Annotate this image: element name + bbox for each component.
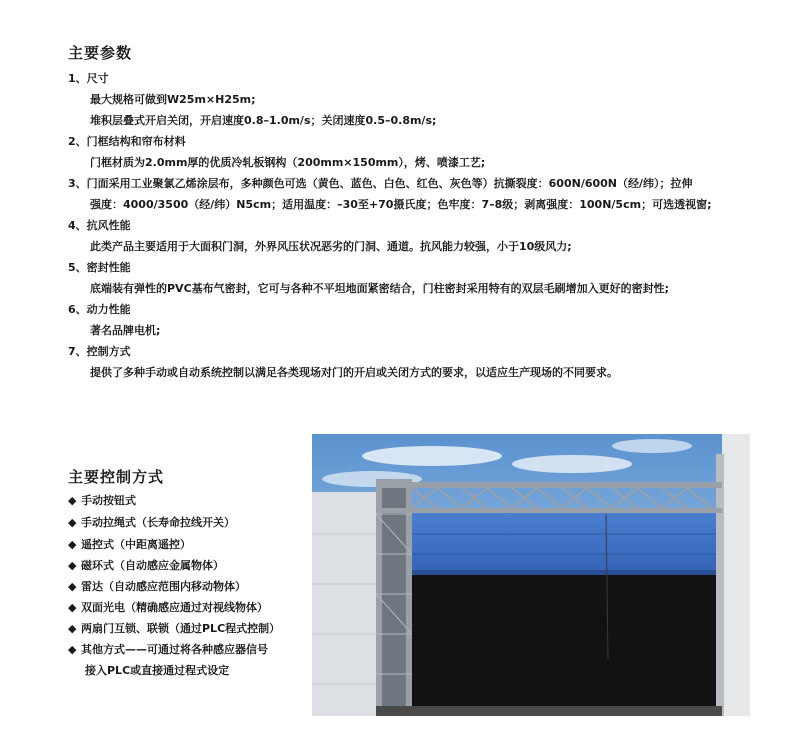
- section-heading-control: 7、控制方式: [68, 345, 131, 358]
- section-heading-wind: 4、抗风性能: [68, 219, 131, 232]
- hangar-door-photo: [312, 434, 750, 716]
- control-method-item: ◆ 磁环式（自动感应金属物体）: [68, 559, 224, 572]
- control-method-item: ◆ 两扇门互锁、联锁（通过PLC程式控制）: [68, 622, 281, 635]
- diamond-bullet-icon: ◆: [68, 643, 77, 656]
- size-line-1: 最大规格可做到W25m×H25m;: [90, 93, 256, 106]
- section-heading-frame: 2、门框结构和帘布材料: [68, 135, 186, 148]
- size-line-2: 堆积层叠式开启关闭，开启速度0.8–1.0m/s；关闭速度0.5–0.8m/s;: [90, 114, 437, 127]
- section-heading-size: 1、尺寸: [68, 72, 109, 85]
- section-heading-curtain: 3、门面采用工业聚氯乙烯涂层布，多种颜色可选（黄色、蓝色、白色、红色、灰色等）抗撕裂度：600N/600N（经/纬）；拉伸: [68, 177, 693, 190]
- diamond-bullet-icon: ◆: [68, 538, 77, 551]
- diamond-bullet-icon: ◆: [68, 580, 77, 593]
- diamond-bullet-icon: ◆: [68, 516, 77, 529]
- section-heading-seal: 5、密封性能: [68, 261, 131, 274]
- wind-line-1: 此类产品主要适用于大面积门洞，外界风压状况恶劣的门洞、通道。抗风能力较强，小于10级风力;: [90, 240, 572, 253]
- control-methods-title: 主要控制方式: [68, 468, 165, 486]
- main-parameters-title: 主要参数: [68, 44, 133, 62]
- control-method-item: ◆ 手动拉绳式（长寿命拉线开关）: [68, 516, 235, 529]
- control-method-item: ◆ 其他方式——可通过将各种感应器信号: [68, 643, 268, 656]
- control-method-item: ◆ 双面光电（精确感应通过对视线物体）: [68, 601, 268, 614]
- control-method-item: ◆ 雷达（自动感应范围内移动物体）: [68, 580, 246, 593]
- control-line-1: 提供了多种手动或自动系统控制以满足各类现场对门的开启或关闭方式的要求，以适应生产现场的不同要求。: [90, 366, 618, 379]
- control-method-continuation: 接入PLC或直接通过程式设定: [85, 664, 230, 677]
- seal-line-1: 底端装有弹性的PVC基布气密封，它可与各种不平坦地面紧密结合，门柱密封采用特有的双层毛刷增加入更好的密封性;: [90, 282, 670, 295]
- diamond-bullet-icon: ◆: [68, 601, 77, 614]
- section-heading-power: 6、动力性能: [68, 303, 131, 316]
- frame-line-1: 门框材质为2.0mm厚的优质冷轧板钢构（200mm×150mm），烤、喷漆工艺;: [90, 156, 486, 169]
- diamond-bullet-icon: ◆: [68, 494, 77, 507]
- curtain-line-1: 强度：4000/3500（经/纬）N5cm；适用温度：–30至+70摄氏度；色牢度：7–8级；剥离强度：100N/5cm；可选透视窗;: [90, 198, 712, 211]
- control-method-item: ◆ 手动按钮式: [68, 494, 136, 507]
- power-line-1: 著名品牌电机;: [90, 324, 161, 337]
- control-method-item: ◆ 遥控式（中距离遥控）: [68, 538, 191, 551]
- diamond-bullet-icon: ◆: [68, 559, 77, 572]
- diamond-bullet-icon: ◆: [68, 622, 77, 635]
